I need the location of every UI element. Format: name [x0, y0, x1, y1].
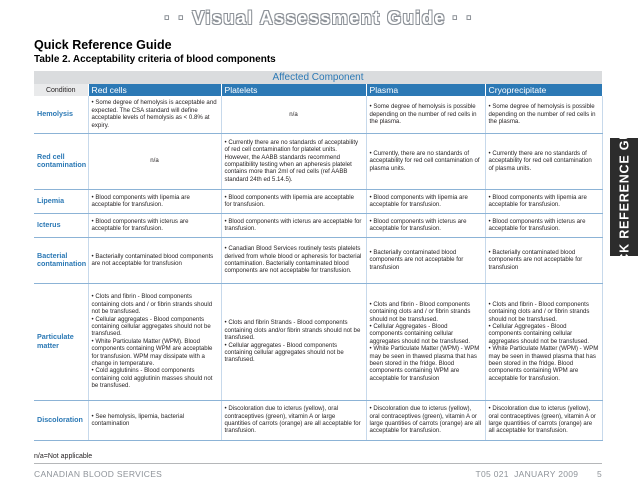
cell-plasma: • Currently, there are no standards of acceptability for red cell contamination of plasma units. — [366, 133, 485, 189]
footer-document-id: T05 021 JANUARY 2009 5 — [475, 469, 602, 479]
table-row — [34, 96, 602, 133]
side-tab-label: QUICK REFERENCE GUIDE — [617, 106, 631, 288]
acceptability-table — [34, 84, 603, 441]
cell-platelets: n/a — [221, 96, 366, 133]
footer-divider — [34, 463, 602, 464]
cell-red-cells: n/a — [88, 133, 221, 189]
cell-plasma: • Some degree of hemolysis is possible depending on the number of red cells in the plasma. — [366, 96, 485, 133]
cell-cryoprecipitate: • Currently there are no standards of acceptability for red cell contamination of plasma units. — [485, 133, 602, 189]
guide-banner-title: · · Visual Assessment Guide · · — [164, 8, 474, 28]
cell-platelets: • Clots and fibrin Strands - Blood components containing clots and/or fibrin strands should not be transfused. • Cellular aggregates - Blood components containing cellular aggregates should not be transfused. — [221, 283, 366, 400]
column-header-plasma: Plasma — [366, 84, 485, 96]
column-header-red-cells: Red cells — [88, 84, 221, 96]
table-row — [34, 237, 602, 283]
table-title: Table 2. Acceptability criteria of blood components — [34, 54, 276, 65]
row-label-bacterial-contamination: Bacterial contamination — [34, 237, 88, 283]
cell-platelets: • Blood components with icterus are acceptable for transfusion. — [221, 213, 366, 237]
table-row — [34, 189, 602, 213]
table-row — [34, 400, 602, 440]
cell-platelets: • Canadian Blood Services routinely tests platelets derived from whole blood or apheresis for bacterial contamination. Bacterially contaminated blood components are not acceptable for transfusion. — [221, 237, 366, 283]
quick-reference-side-tab — [610, 106, 638, 288]
page-heading: Quick Reference Guide — [34, 38, 172, 52]
cell-red-cells: • See hemolysis, lipemia, bacterial contamination — [88, 400, 221, 440]
column-header-platelets: Platelets — [221, 84, 366, 96]
cell-red-cells: • Blood components with icterus are acceptable for transfusion. — [88, 213, 221, 237]
cell-cryoprecipitate: • Some degree of hemolysis is possible depending on the number of red cells in the plasma. — [485, 96, 602, 133]
footer-organization: CANADIAN BLOOD SERVICES — [34, 469, 163, 479]
cell-red-cells: • Some degree of hemolysis is acceptable and expected. The CSA standard will define acceptable levels of hemolysis as < 0.8% at expiry. — [88, 96, 221, 133]
cell-cryoprecipitate: • Blood components with icterus are acceptable for transfusion. — [485, 213, 602, 237]
table-header-row — [34, 84, 602, 96]
column-header-condition: Condition — [34, 84, 88, 96]
row-label-particulate-matter: Particulate matter — [34, 283, 88, 400]
cell-plasma: • Blood components with lipemia are acceptable for transfusion. — [366, 189, 485, 213]
table-row — [34, 213, 602, 237]
row-label-icterus: Icterus — [34, 213, 88, 237]
cell-platelets: • Currently there are no standards of acceptability of red cell contamination for platelet units. However, the AABB standards recommend compatibility testing when an apheresis platelet contains more than 2ml of red cells (ref AABB standard 24th ed 5.14.5). — [221, 133, 366, 189]
cell-plasma: • Blood components with icterus are acceptable for transfusion. — [366, 213, 485, 237]
cell-cryoprecipitate: • Bacterially contaminated blood components are not acceptable for transfusion — [485, 237, 602, 283]
cell-plasma: • Bacterially contaminated blood components are not acceptable for transfusion — [366, 237, 485, 283]
row-label-lipemia: Lipemia — [34, 189, 88, 213]
cell-platelets: • Discoloration due to icterus (yellow), oral contraceptives (green), vitamin A or large quantities of carrots (orange) are all acceptable for transfusion. — [221, 400, 366, 440]
cell-red-cells: • Blood components with lipemia are acceptable for transfusion. — [88, 189, 221, 213]
table-row — [34, 283, 602, 400]
cell-red-cells: • Clots and fibrin - Blood components containing clots and / or fibrin strands should not be transfused. • Cellular aggregates - Blood components containing cellular aggregates should not be transfused. • White Particulate Matter (WPM). Blood components containing WPM are acceptable for transfusion. WPM may dissipate with a change in temperature. • Cold agglutinins - Blood components containing cold agglutinin masses should not be transfused. — [88, 283, 221, 400]
footnote: n/a=Not applicable — [34, 453, 93, 460]
row-label-red-cell-contamination: Red cell contamination — [34, 133, 88, 189]
column-header-cryoprecipitate: Cryoprecipitate — [485, 84, 602, 96]
affected-component-band: Affected Component — [34, 71, 602, 84]
row-label-discoloration: Discoloration — [34, 400, 88, 440]
cell-plasma: • Clots and fibrin - Blood components containing clots and / or fibrin strands should not be transfused. • Cellular Aggregates - Blood components containing cellular aggregates should not be transfused. • White Particulate Matter (WPM) - WPM may be seen in thawed plasma that has been stored in the fridge. Blood components containing WPM are acceptable for transfusion — [366, 283, 485, 400]
cell-platelets: • Blood components with lipemia are acceptable for transfusion. — [221, 189, 366, 213]
cell-cryoprecipitate: • Blood components with lipemia are acceptable for transfusion. — [485, 189, 602, 213]
table-row — [34, 133, 602, 189]
cell-plasma: • Discoloration due to icterus (yellow), oral contraceptives (green), vitamin A or large quantities of carrots (orange) are all acceptable for transfusion. — [366, 400, 485, 440]
cell-red-cells: • Bacterially contaminated blood components are not acceptable for transfusion — [88, 237, 221, 283]
cell-cryoprecipitate: • Clots and fibrin - Blood components containing clots and / or fibrin strands should not be transfused. • Cellular Aggregates - Blood components containing cellular aggregates should not be transfused. • White Particulate Matter (WPM) - WPM may be seen in thawed plasma that has been stored in the fridge. Blood components containing WPM are acceptable for transfusion. — [485, 283, 602, 400]
row-label-hemolysis: Hemolysis — [34, 96, 88, 133]
cell-cryoprecipitate: • Discoloration due to icterus (yellow), oral contraceptives (green), vitamin A or large quantities of carrots (orange) are all acceptable for transfusion. — [485, 400, 602, 440]
